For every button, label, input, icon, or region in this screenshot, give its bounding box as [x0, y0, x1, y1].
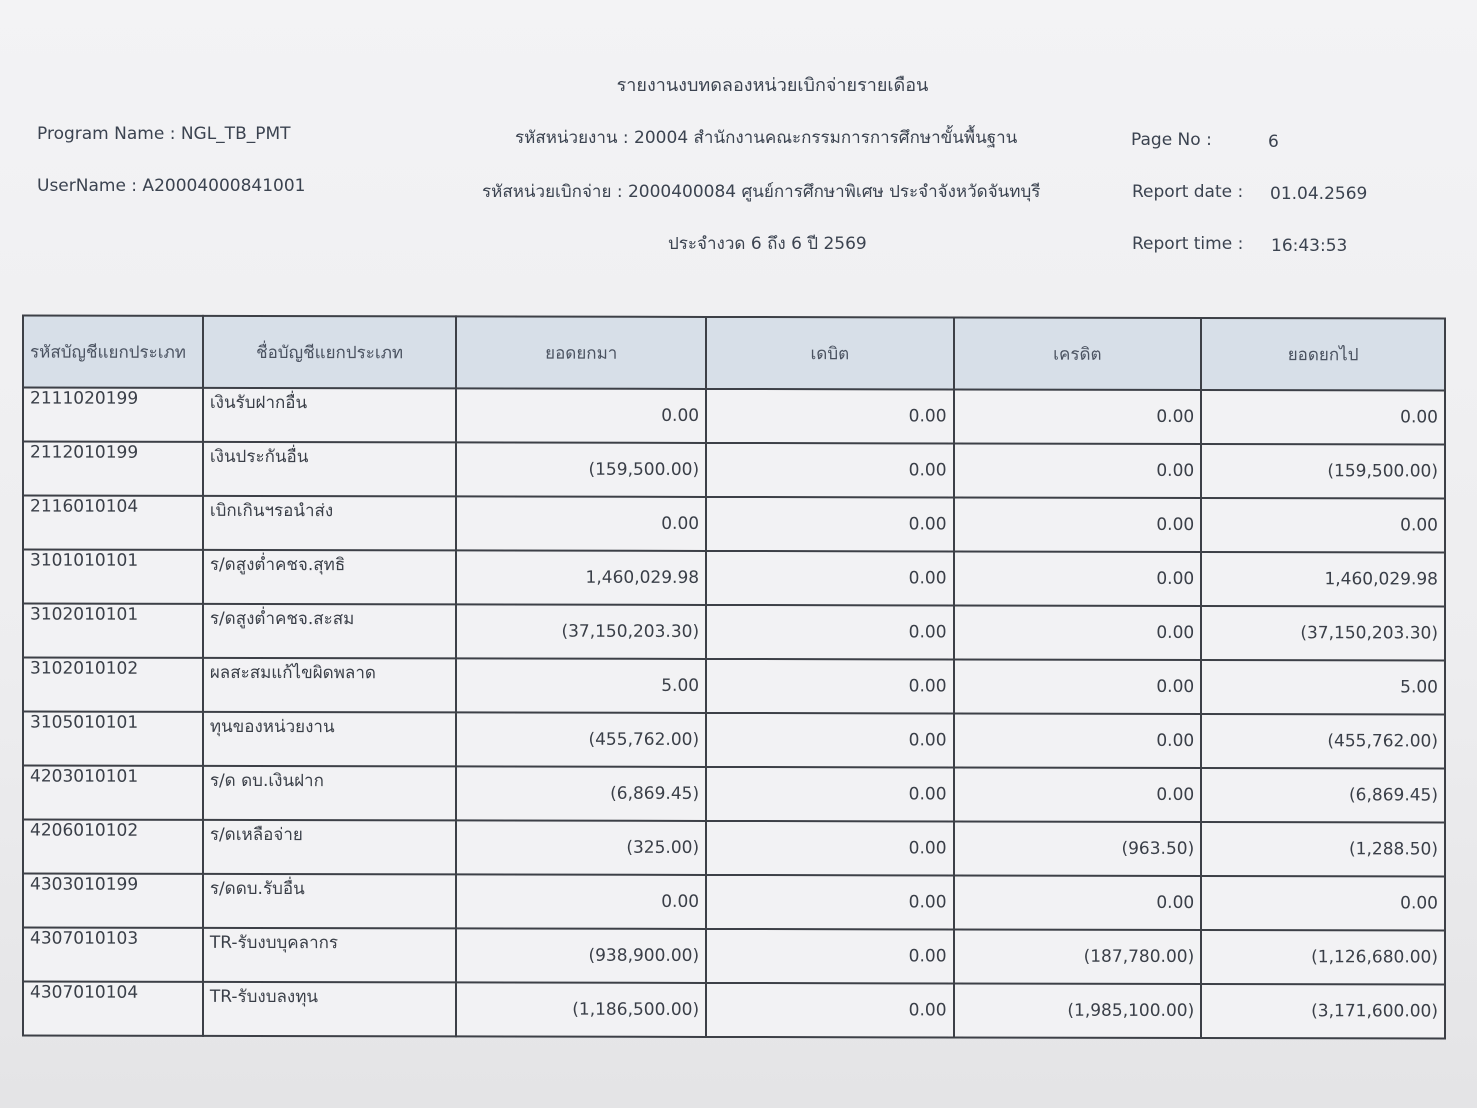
cell-credit: (187,780.00) — [954, 929, 1202, 984]
report-time-label: Report time : — [1132, 234, 1244, 254]
cell-opening-balance: (37,150,203.30) — [456, 604, 706, 659]
table-row — [23, 442, 1445, 499]
cell-closing-balance: (6,869.45) — [1201, 768, 1445, 823]
cell-opening-balance: 1,460,029.98 — [456, 550, 706, 605]
report-time-value: 16:43:53 — [1271, 236, 1348, 256]
cell-account-code: 3101010101 — [23, 550, 203, 604]
cell-debit: 0.00 — [706, 389, 953, 444]
agency-code: รหัสหน่วยงาน : 20004 สำนักงานคณะกรรมการการศึกษาขั้นพื้นฐาน — [515, 128, 1018, 148]
table-row — [23, 766, 1445, 823]
cell-debit: 0.00 — [706, 983, 953, 1038]
report-date-value: 01.04.2569 — [1270, 184, 1368, 204]
cell-account-code: 3102010101 — [23, 604, 203, 658]
cell-opening-balance: (325.00) — [456, 820, 706, 875]
cell-closing-balance: (455,762.00) — [1201, 714, 1445, 769]
cell-closing-balance: 5.00 — [1201, 660, 1445, 715]
cell-closing-balance: (159,500.00) — [1201, 444, 1445, 499]
cell-opening-balance: (1,186,500.00) — [456, 982, 706, 1037]
table-row — [23, 874, 1445, 931]
cell-account-code: 2111020199 — [23, 388, 203, 442]
cell-closing-balance: (1,126,680.00) — [1201, 930, 1445, 985]
cell-opening-balance: (938,900.00) — [456, 928, 706, 983]
cell-debit: 0.00 — [706, 443, 953, 498]
cell-closing-balance: 1,460,029.98 — [1201, 552, 1445, 607]
cell-credit: 0.00 — [954, 605, 1202, 660]
cell-account-name: เงินรับฝากอื่น — [203, 388, 457, 443]
cell-account-code: 2112010199 — [23, 442, 203, 496]
cell-account-name: ร/ด ดบ.เงินฝาก — [203, 766, 457, 821]
cell-account-code: 4203010101 — [23, 766, 203, 820]
table-row — [23, 550, 1445, 607]
cell-credit: 0.00 — [954, 551, 1202, 606]
cell-opening-balance: (159,500.00) — [456, 442, 706, 497]
table-row — [23, 820, 1445, 877]
report-period: ประจำงวด 6 ถึง 6 ปี 2569 — [668, 234, 867, 254]
cell-account-name: เบิกเกินฯรอนำส่ง — [203, 496, 457, 551]
cell-debit: 0.00 — [706, 713, 953, 768]
report-date-label: Report date : — [1132, 182, 1244, 202]
cell-account-name: เงินประกันอื่น — [203, 442, 457, 497]
cell-credit: (963.50) — [954, 821, 1202, 876]
cell-opening-balance: (6,869.45) — [456, 766, 706, 821]
table-row — [23, 658, 1445, 715]
program-name: Program Name : NGL_TB_PMT — [37, 124, 291, 144]
cell-debit: 0.00 — [706, 821, 953, 876]
cell-debit: 0.00 — [706, 497, 953, 552]
cell-debit: 0.00 — [706, 659, 953, 714]
cell-opening-balance: 5.00 — [456, 658, 706, 713]
cell-account-code: 3105010101 — [23, 712, 203, 766]
cell-closing-balance: (3,171,600.00) — [1201, 984, 1445, 1039]
cell-closing-balance: (1,288.50) — [1201, 822, 1445, 877]
cell-opening-balance: 0.00 — [456, 388, 706, 443]
cell-account-name: ร/ดดบ.รับอื่น — [203, 874, 457, 929]
cell-debit: 0.00 — [706, 605, 953, 660]
page-no-label: Page No : — [1131, 130, 1212, 150]
table-row — [23, 388, 1445, 445]
col-closing-balance: ยอดยกไป — [1201, 318, 1445, 391]
cell-account-name: ร/ดสูงต่ำคชจ.สะสม — [203, 604, 457, 659]
cell-credit: (1,985,100.00) — [954, 983, 1202, 1038]
cell-account-code: 4303010199 — [23, 874, 203, 928]
cell-account-code: 4307010103 — [23, 928, 203, 982]
cell-account-name: ร/ดเหลือจ่าย — [203, 820, 457, 875]
cell-credit: 0.00 — [954, 713, 1202, 768]
cell-account-name: TR-รับงบบุคลากร — [203, 928, 457, 983]
cell-account-code: 4307010104 — [23, 982, 203, 1036]
report-title: รายงานงบทดลองหน่วยเบิกจ่ายรายเดือน — [616, 75, 929, 96]
col-credit: เครดิต — [954, 317, 1202, 390]
cell-account-name: TR-รับงบลงทุน — [203, 982, 457, 1037]
cell-account-name: ทุนของหน่วยงาน — [203, 712, 457, 767]
table-row — [23, 496, 1445, 553]
cell-account-code: 3102010102 — [23, 658, 203, 712]
col-opening-balance: ยอดยกมา — [456, 316, 706, 389]
cell-account-name: ผลสะสมแก้ไขผิดพลาด — [203, 658, 457, 713]
cell-account-name: ร/ดสูงต่ำคชจ.สุทธิ — [203, 550, 457, 605]
cell-account-code: 4206010102 — [23, 820, 203, 874]
cell-debit: 0.00 — [706, 767, 953, 822]
cell-closing-balance: 0.00 — [1201, 498, 1445, 553]
cell-opening-balance: 0.00 — [456, 874, 706, 929]
cell-credit: 0.00 — [954, 497, 1202, 552]
col-debit: เดบิต — [706, 317, 953, 390]
disbursement-unit: รหัสหน่วยเบิกจ่าย : 2000400084 ศูนย์การศึกษาพิเศษ ประจำจังหวัดจันทบุรี — [482, 182, 1041, 202]
table-row — [23, 982, 1445, 1039]
table-row — [23, 604, 1445, 661]
cell-account-code: 2116010104 — [23, 496, 203, 550]
table-row — [23, 712, 1445, 769]
cell-debit: 0.00 — [706, 929, 953, 984]
cell-debit: 0.00 — [706, 875, 953, 930]
trial-balance-table — [22, 315, 1446, 1040]
cell-closing-balance: 0.00 — [1201, 390, 1445, 445]
cell-credit: 0.00 — [954, 389, 1202, 444]
col-account-code: รหัสบัญชีแยกประเภท — [23, 316, 203, 388]
cell-opening-balance: 0.00 — [456, 496, 706, 551]
cell-credit: 0.00 — [954, 767, 1202, 822]
cell-credit: 0.00 — [954, 659, 1202, 714]
user-name: UserName : A20004000841001 — [37, 176, 306, 196]
col-account-name: ชื่อบัญชีแยกประเภท — [203, 316, 457, 389]
cell-closing-balance: 0.00 — [1201, 876, 1445, 931]
cell-credit: 0.00 — [954, 443, 1202, 498]
cell-credit: 0.00 — [954, 875, 1202, 930]
cell-debit: 0.00 — [706, 551, 953, 606]
cell-opening-balance: (455,762.00) — [456, 712, 706, 767]
table-row — [23, 928, 1445, 985]
cell-closing-balance: (37,150,203.30) — [1201, 606, 1445, 661]
table-header-row — [23, 316, 1445, 391]
page-no-value: 6 — [1268, 132, 1279, 152]
